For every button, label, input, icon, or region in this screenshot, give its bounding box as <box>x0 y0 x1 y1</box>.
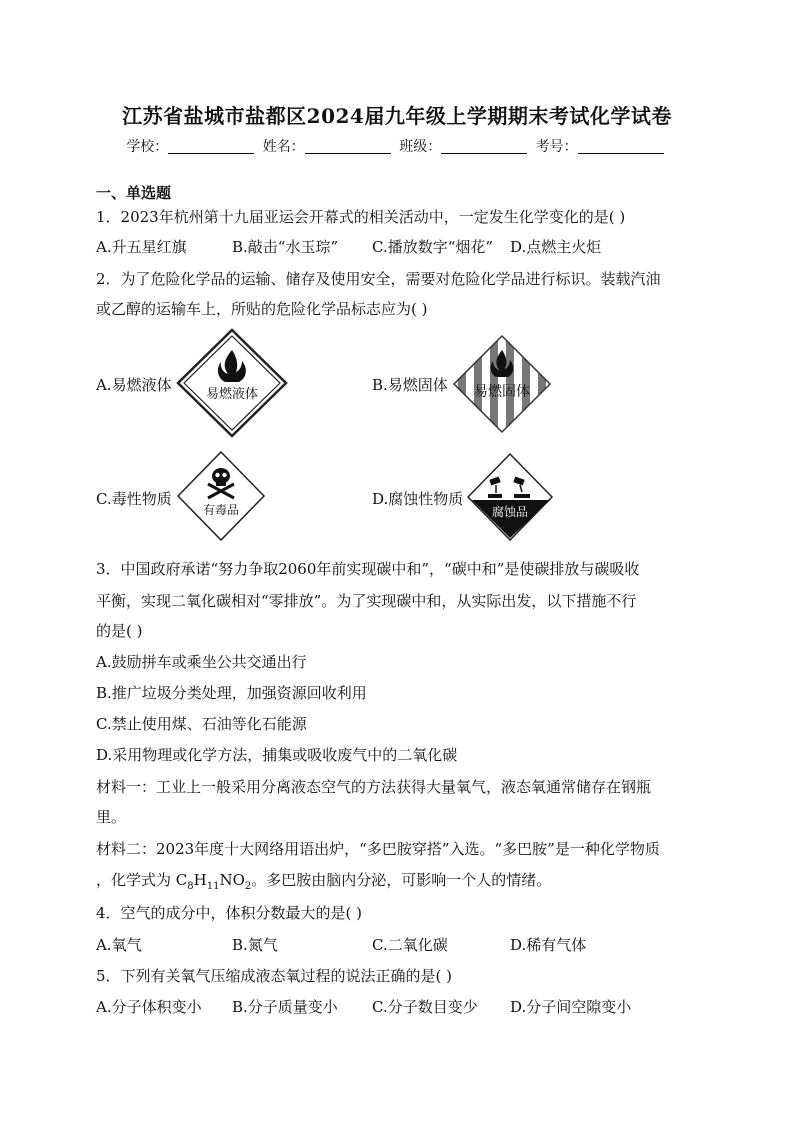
flammable-liquid-sign <box>176 328 300 438</box>
material1-line2: 里。 <box>96 808 127 826</box>
student-info <box>0 136 794 156</box>
name-label: 姓名： <box>262 139 305 155</box>
flammable-solid-sign <box>452 334 552 434</box>
q1-option-c: C.播放数字“烟花” <box>372 238 494 256</box>
q4-option-b: B.氮气 <box>232 936 278 954</box>
q3-option-c: C.禁止使用煤、石油等化石能源 <box>96 715 307 733</box>
q1-stem: 1．2023年杭州第十九届亚运会开幕式的相关活动中，一定发生化学变化的是( ) <box>96 208 626 226</box>
class-label: 班级： <box>399 139 442 155</box>
q3-option-a: A.鼓励拼车或乘坐公共交通出行 <box>96 653 307 671</box>
school-label: 学校： <box>126 139 169 155</box>
q3-option-b: B.推广垃圾分类处理，加强资源回收利用 <box>96 684 367 702</box>
formula-sub-o: 2 <box>244 881 252 892</box>
page-title: 江苏省盐城市盐都区2024届九年级上学期期末考试化学试卷 <box>122 104 672 128</box>
q3-stem-line3: 的是( ) <box>96 622 143 640</box>
q3-option-d: D.采用物理或化学方法，捕集或吸收废气中的二氧化碳 <box>96 746 458 764</box>
q5-option-a: A.分子体积变小 <box>96 998 202 1016</box>
number-label: 考号： <box>535 139 578 155</box>
formula-no: NO <box>219 871 245 889</box>
q5-option-b: B.分子质量变小 <box>232 998 338 1016</box>
sign-d-text: 腐蚀品 <box>491 505 529 519</box>
toxic-sign <box>176 450 266 542</box>
sign-a-text: 易燃液体 <box>205 387 259 402</box>
q2-option-b: B.易燃固体 <box>372 376 448 394</box>
material1-line1: 材料一：工业上一般采用分离液态空气的方法获得大量氧气，液态氧通常储存在钢瓶 <box>96 778 652 796</box>
q4-stem: 4．空气的成分中，体积分数最大的是( ) <box>96 904 363 922</box>
formula-sub-c: 8 <box>187 881 194 892</box>
formula-sub-h: 11 <box>206 881 220 892</box>
sign-b-text: 易燃固体 <box>474 384 530 400</box>
q5-option-c: C.分子数目变少 <box>372 998 478 1016</box>
q3-stem-line2: 平衡，实现二氧化碳相对“零排放”。为了实现碳中和，从实际出发，以下措施不行 <box>96 592 637 610</box>
q4-option-a: A.氧气 <box>96 936 142 954</box>
q5-stem: 5．下列有关氧气压缩成液态氧过程的说法正确的是( ) <box>96 967 453 985</box>
name-blank[interactable] <box>305 139 391 154</box>
section-heading: 一、单选题 <box>96 184 172 202</box>
material2-line2 <box>96 869 551 892</box>
q5-option-d: D.分子间空隙变小 <box>510 998 632 1016</box>
q2-stem-line2: 或乙醇的运输车上，所贴的危险化学品标志应为( ) <box>96 300 428 318</box>
q4-option-d: D.稀有气体 <box>510 936 587 954</box>
q1-option-d: D.点燃主火炬 <box>510 238 602 256</box>
formula-suffix: 。多巴胺由脑内分泌，可影响一个人的情绪。 <box>251 871 552 889</box>
q1-option-a: A.升五星红旗 <box>96 238 187 256</box>
q2-stem-line1: 2．为了危险化学品的运输、储存及使用安全，需要对危险化学品进行标识。装载汽油 <box>96 270 661 288</box>
corrosive-sign <box>466 452 554 542</box>
formula-h: H <box>193 871 207 889</box>
q2-option-a: A.易燃液体 <box>96 376 172 394</box>
q2-option-c: C.毒性物质 <box>96 490 172 508</box>
number-blank[interactable] <box>578 139 664 154</box>
school-blank[interactable] <box>168 139 254 154</box>
q3-stem-line1: 3．中国政府承诺“努力争取2060年前实现碳中和”，“碳中和”是使碳排放与碳吸收 <box>96 560 640 578</box>
q1-option-b: B.敲击“水玉琮” <box>232 238 339 256</box>
material2-line1: 材料二：2023年度十大网络用语出炉，“多巴胺穿搭”入选。“多巴胺”是一种化学物质 <box>96 840 660 858</box>
q4-option-c: C.二氧化碳 <box>372 936 448 954</box>
formula-prefix: ，化学式为 C <box>96 871 188 889</box>
class-blank[interactable] <box>441 139 527 154</box>
sign-c-text: 有毒品 <box>202 503 240 517</box>
q2-option-d: D.腐蚀性物质 <box>372 490 464 508</box>
